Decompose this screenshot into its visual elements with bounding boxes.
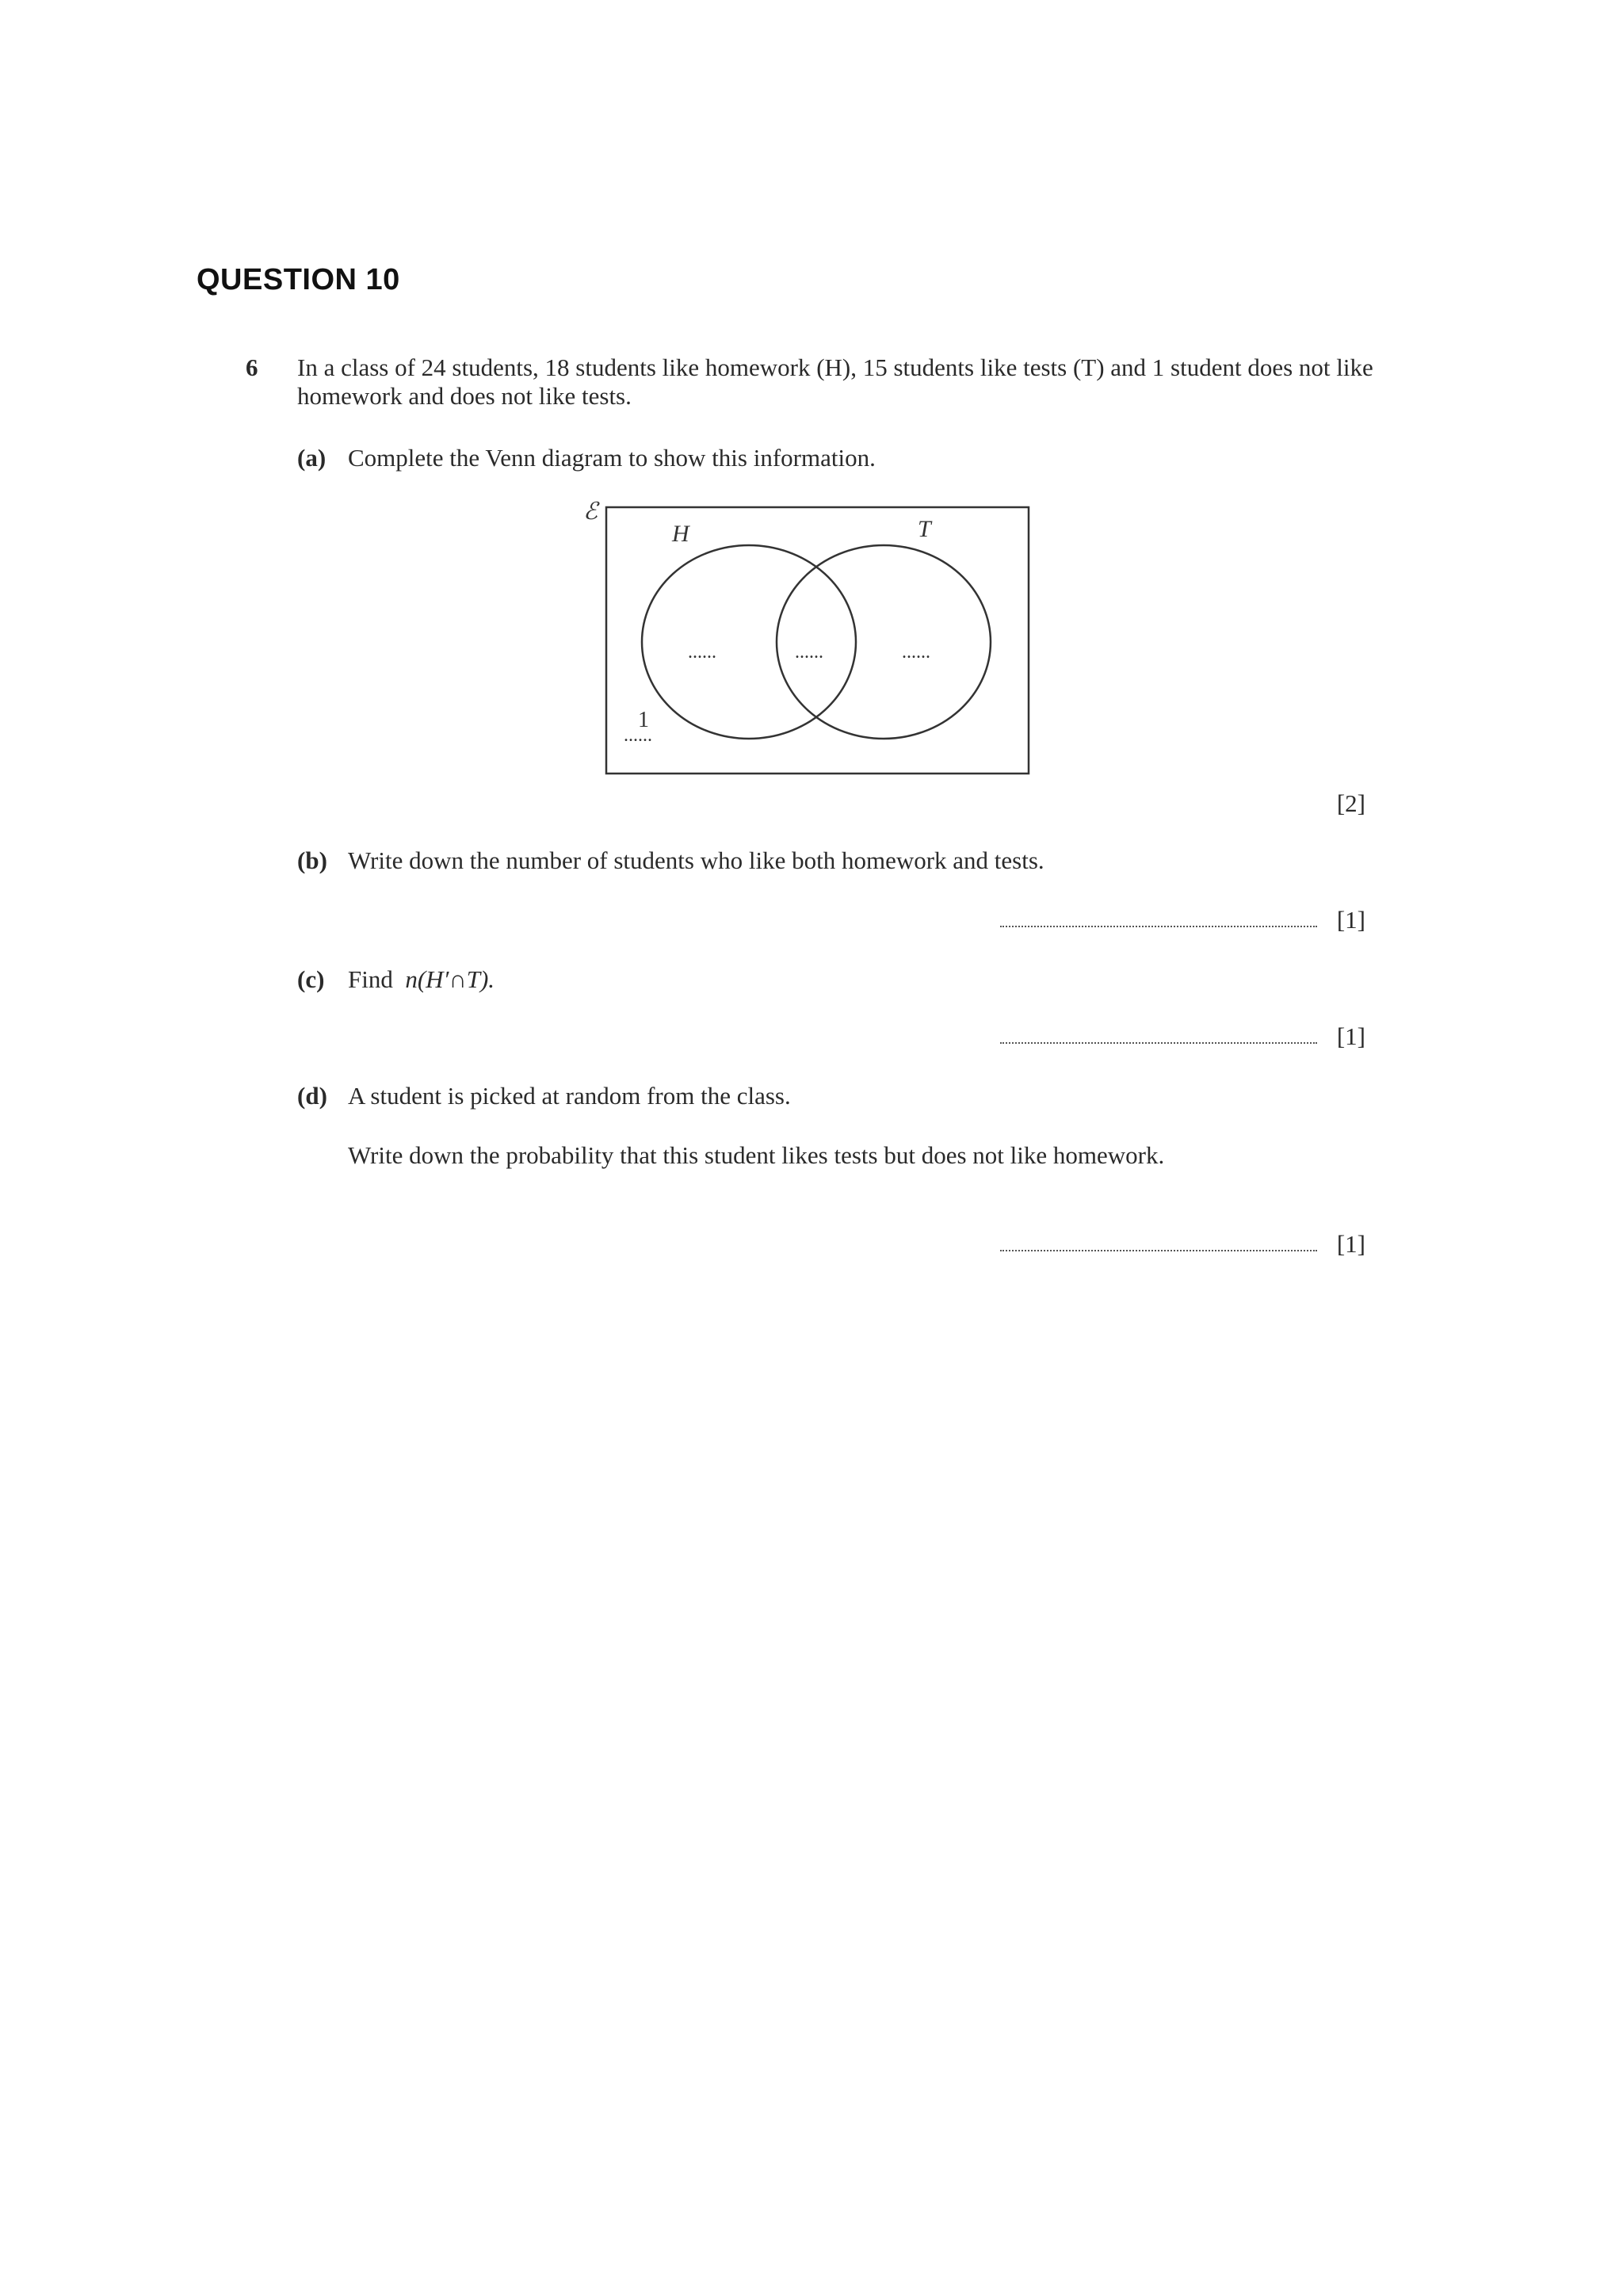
part-d-marks: [1] (1336, 1230, 1365, 1258)
outside-region-placeholder: ...... (624, 725, 652, 746)
part-a (297, 444, 876, 472)
question-stem: In a class of 24 students, 18 students like homework (H), 15 students like tests (T) and 1 student does not like homework and does not like tests. (297, 353, 1373, 410)
part-d-text-2: Write down the probability that this student likes tests but does not like homework. (348, 1141, 1165, 1169)
part-c-label: (c) (297, 965, 325, 993)
part-d-label: (d) (297, 1082, 327, 1110)
set-h-circle (642, 545, 856, 739)
part-b (297, 846, 1044, 875)
region-t-only-placeholder[interactable]: ...... (902, 642, 930, 663)
part-b-marks: [1] (1336, 906, 1365, 934)
region-h-only-placeholder[interactable]: ...... (688, 642, 716, 663)
outside-region-value: 1 (638, 708, 649, 732)
part-d-text: A student is picked at random from the class. (348, 1082, 791, 1110)
part-d (297, 1082, 791, 1110)
part-b-answer-line[interactable] (1000, 926, 1317, 927)
part-d-answer-line[interactable] (1000, 1250, 1317, 1251)
question-number: 6 (246, 353, 258, 381)
question-heading: QUESTION 10 (197, 263, 400, 296)
venn-diagram (571, 491, 1046, 789)
part-c-text: Find (348, 965, 393, 993)
part-a-label: (a) (297, 444, 327, 472)
part-c (297, 965, 495, 994)
universal-set-symbol: ℰ (583, 499, 598, 525)
part-c-expression: n(H′∩T). (405, 965, 495, 993)
set-h-label: H (672, 521, 689, 547)
set-t-label: T (918, 516, 931, 542)
part-a-marks: [2] (1336, 789, 1365, 817)
part-b-label: (b) (297, 846, 327, 874)
part-c-answer-line[interactable] (1000, 1042, 1317, 1044)
part-b-text: Write down the number of students who like both homework and tests. (348, 846, 1044, 874)
universal-set-rectangle (606, 507, 1029, 774)
part-a-text: Complete the Venn diagram to show this information. (348, 444, 876, 472)
part-c-marks: [1] (1336, 1022, 1365, 1050)
region-intersection-placeholder[interactable]: ...... (795, 642, 823, 663)
